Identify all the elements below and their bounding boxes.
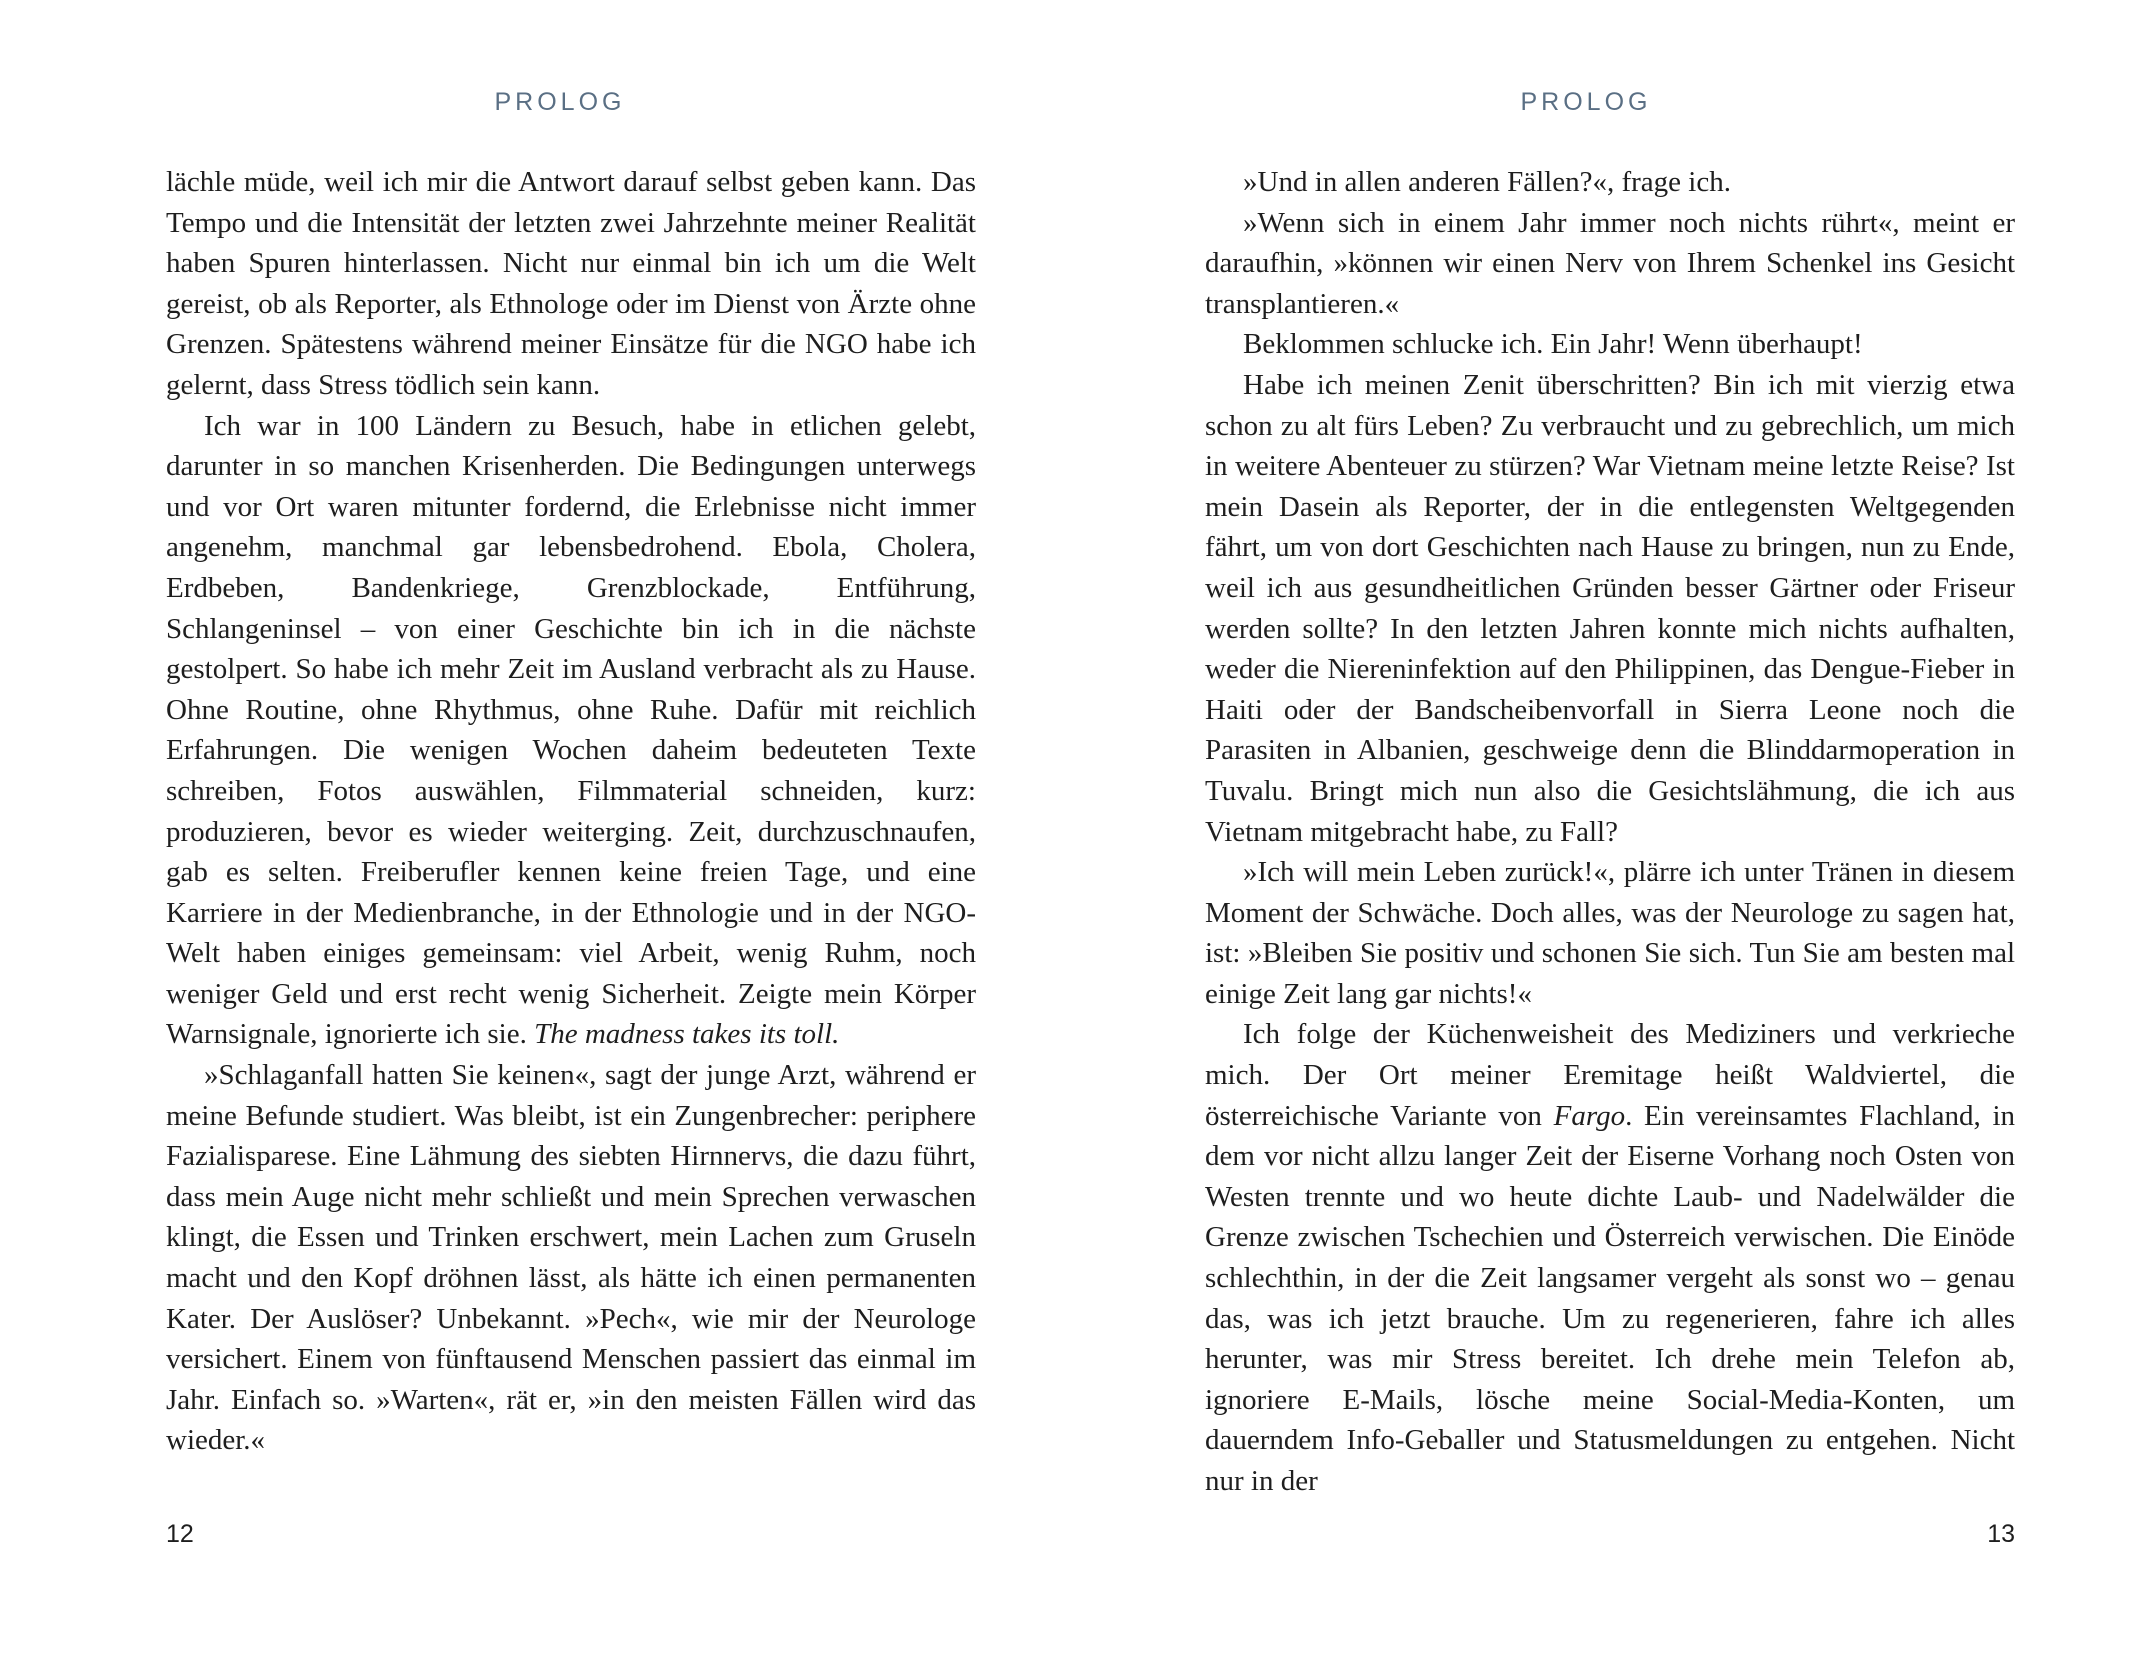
page-number: 12: [166, 1520, 194, 1548]
body-text: [1205, 162, 2015, 1502]
paragraph: [166, 406, 976, 1056]
paragraph: Habe ich meinen Zenit überschritten? Bin ich mit vierzig etwa schon zu alt fürs Leben? Zu verbraucht und zu gebrechlich, um mich in weitere Abenteuer zu stürzen? War Vietnam meine letzte Reise? Ist mein Dasein als Reporter, der in die entlegensten Weltgegenden fährt, um von dort Geschichten nach Hause zu bringen, nun zu Ende, weil ich aus gesundheitlichen Gründen besser Gärtner oder Friseur werden sollte? In den letzten Jahren konnte mich nichts aufhalten, weder die Niereninfektion auf den Philippinen, das Dengue-Fieber in Haiti oder der Bandscheibenvorfall in Sierra Leone noch die Parasiten in Albanien, geschweige denn die Blinddarmoperation in Tuvalu. Bringt mich nun also die Gesichtslähmung, die ich aus Vietnam mitgebracht habe, zu Fall?: [1205, 368, 2015, 848]
paragraph: »Wenn sich in einem Jahr immer noch nichts rührt«, meint er daraufhin, »können wir einen Nerv von Ihrem Schenkel ins Gesicht transplantieren.«: [1205, 206, 2015, 320]
paragraph: lächle müde, weil ich mir die Antwort darauf selbst geben kann. Das Tempo und die Intensität der letzten zwei Jahrzehnte meiner Realität haben Spuren hinterlassen. Nicht nur einmal bin ich um die Welt gereist, ob als Reporter, als Ethnologe oder im Dienst von Ärzte ohne Grenzen. Spätestens während meiner Einsätze für die NGO habe ich gelernt, dass Stress tödlich sein kann.: [166, 166, 976, 401]
body-text: [166, 162, 976, 1461]
paragraph-text: Ich folge der Küchenweisheit des Mediziners und verkrieche mich. Der Ort meiner Eremitage heißt Waldviertel, die österreichische Variante von: [1205, 1018, 2015, 1132]
italic-phrase: The madness takes its toll.: [534, 1018, 840, 1051]
paragraph: »Schlaganfall hatten Sie keinen«, sagt der junge Arzt, während er meine Befunde studiert. Was bleibt, ist ein Zungenbrecher: periphere Fazialisparese. Eine Lähmung des siebten Hirnnervs, die dazu führt, dass mein Auge nicht mehr schließt und mein Sprechen verwaschen klingt, die Essen und Trinken erschwert, mein Lachen zum Gruseln macht und den Kopf dröhnen lässt, als hätte ich einen permanenten Kater. Der Auslöser? Unbekannt. »Pech«, wie mir der Neurologe versichert. Einem von fünftausend Menschen passiert das einmal im Jahr. Einfach so. »Warten«, rät er, »in den meisten Fällen wird das wieder.«: [166, 1059, 976, 1457]
right-page: [1071, 0, 2142, 1654]
paragraph: Beklommen schlucke ich. Ein Jahr! Wenn überhaupt!: [1243, 328, 1863, 361]
page-number: 13: [1987, 1520, 2015, 1548]
running-head: PROLOG: [1520, 88, 1652, 116]
running-head: PROLOG: [494, 88, 626, 116]
paragraph: »Ich will mein Leben zurück!«, plärre ich unter Tränen in diesem Moment der Schwäche. Doch alles, was der Neurologe zu sagen hat, ist: »Bleiben Sie positiv und schonen Sie sich. Tun Sie am besten mal einige Zeit lang gar nichts!«: [1205, 856, 2015, 1010]
italic-title: Fargo: [1553, 1099, 1626, 1132]
paragraph: »Und in allen anderen Fällen?«, frage ich.: [1243, 166, 1731, 198]
paragraph: [1205, 1014, 2015, 1501]
paragraph-text: Ich war in 100 Ländern zu Besuch, habe in etlichen gelebt, darunter in so manchen Krisenherden. Die Bedingungen unterwegs und vor Ort waren mitunter fordernd, die Erlebnisse nicht immer angenehm, manchmal gar lebensbedrohend. Ebola, Cholera, Erdbeben, Bandenkriege, Grenzblockade, Entführung, Schlangeninsel – von einer Geschichte bin ich in die nächste gestolpert. So habe ich mehr Zeit im Ausland verbracht als zu Hause. Ohne Routine, ohne Rhythmus, ohne Ruhe. Dafür mit reichlich Erfahrungen. Die wenigen Wochen daheim bedeuteten Texte schreiben, Fotos auswählen, Filmmaterial schneiden, kurz: produzieren, bevor es wieder weiterging. Zeit, durchzuschnaufen, gab es selten. Freiberufler kennen keine freien Tage, und eine Karriere in der Medienbranche, in der Ethnologie und in der NGO-Welt haben einiges gemeinsam: viel Arbeit, wenig Ruhm, noch weniger Geld und erst recht wenig Sicherheit. Zeigte mein Körper Warnsignale, ignorierte ich sie.: [166, 409, 976, 1051]
paragraph-text: . Ein vereinsamtes Flachland, in dem vor nicht allzu langer Zeit der Eiserne Vorhang noch Osten von Westen trennte und wo heute dichte Laub- und Nadelwälder die Grenze zwischen Tschechien und Österreich verwischen. Die Einöde schlechthin, in der die Zeit langsamer vergeht als sonst wo – genau das, was ich jetzt brauche. Um zu regenerieren, fahre ich alles herunter, was mir Stress bereitet. Ich drehe mein Telefon ab, ignoriere E-Mails, lösche meine Social-Media-Konten, um dauerndem Info-Geballer und Statusmeldungen zu entgehen. Nicht nur in der: [1205, 1099, 2016, 1497]
